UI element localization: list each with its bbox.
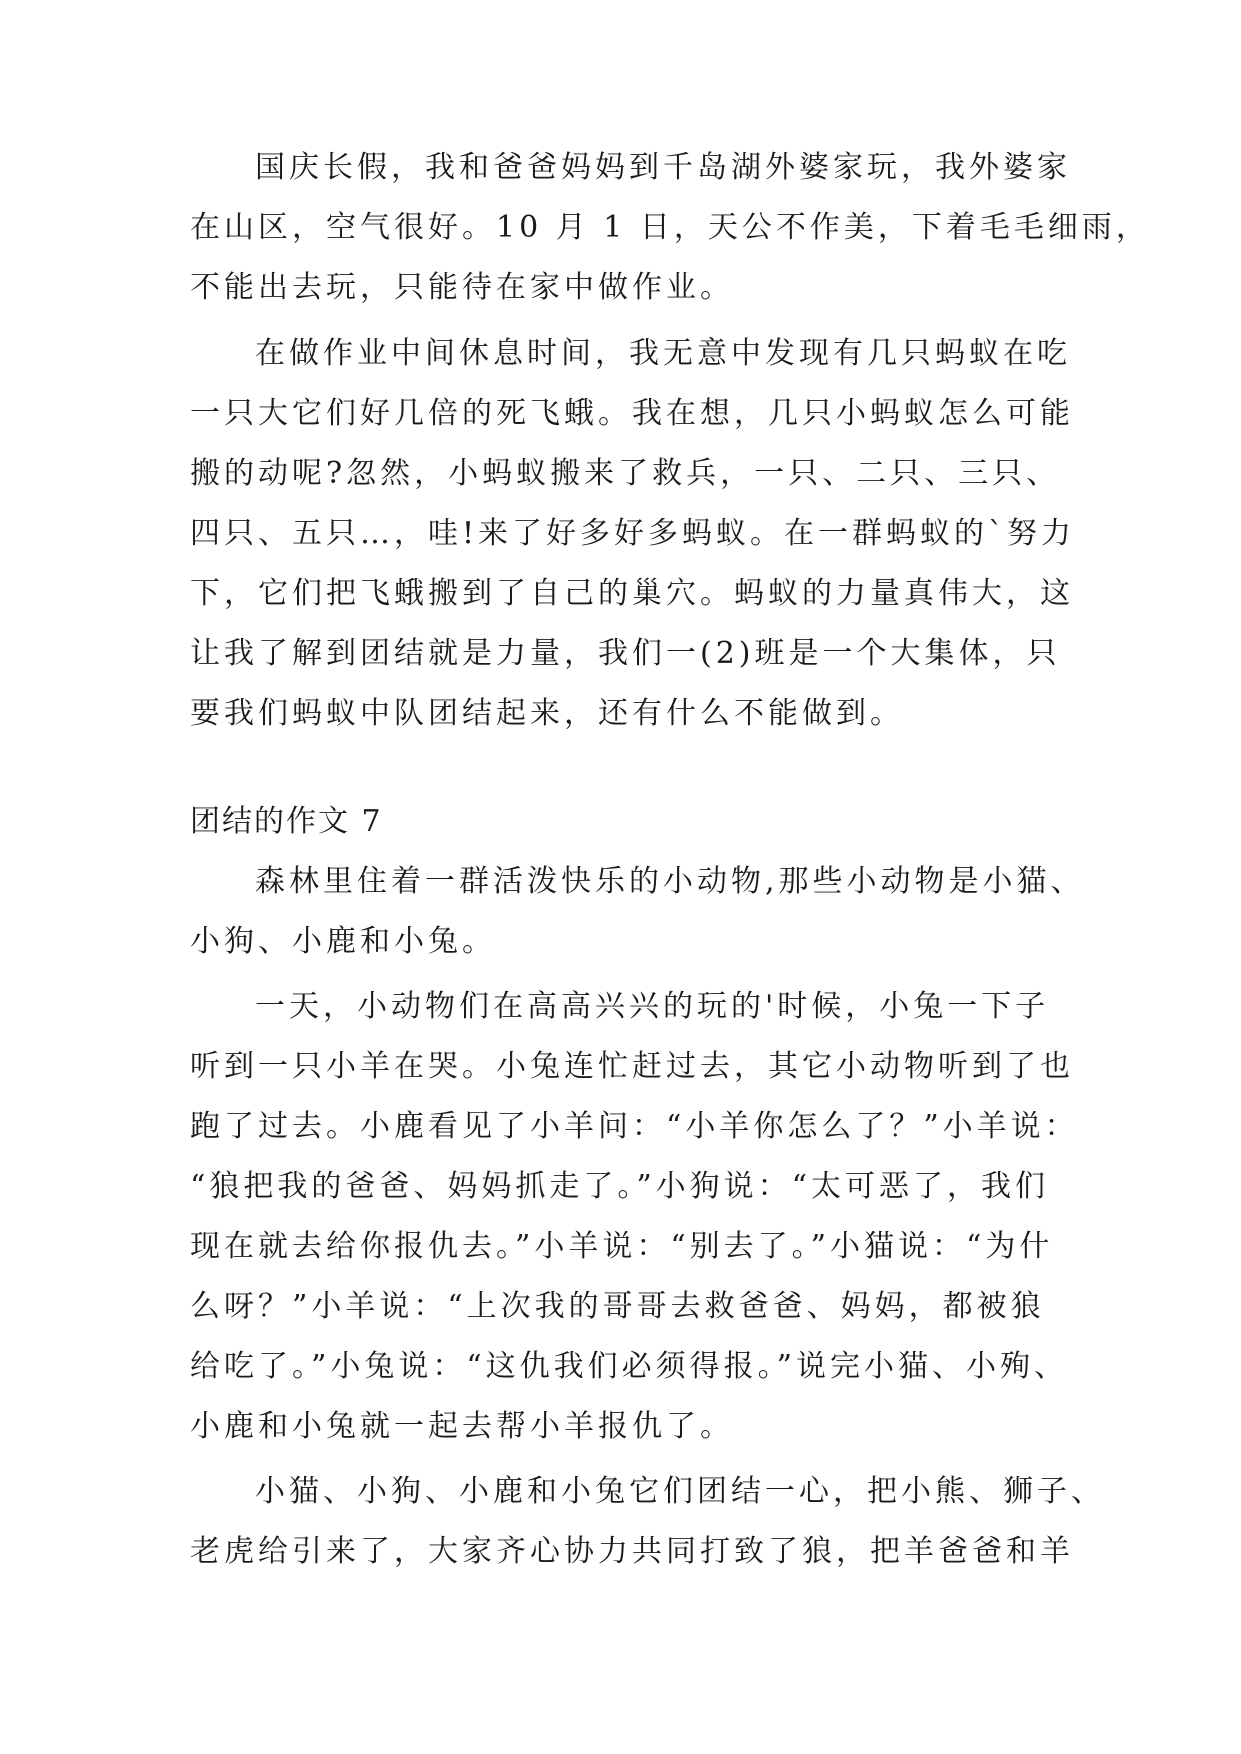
paragraph-1-line-1: 国庆长假，我和爸爸妈妈到千岛湖外婆家玩，我外婆家 [255,150,1071,185]
essay-paragraph-2-line-2: 听到一只小羊在哭。小兔连忙赶过去，其它小动物听到了也 [190,1049,1074,1084]
paragraph-2-line-1: 在做作业中间休息时间，我无意中发现有几只蚂蚁在吃 [255,336,1071,371]
essay-paragraph-2-line-8: 小鹿和小兔就一起去帮小羊报仇了。 [190,1409,734,1444]
essay-paragraph-3-line-1: 小猫、小狗、小鹿和小兔它们团结一心，把小熊、狮子、 [255,1474,1105,1509]
paragraph-1-line-2: 在山区，空气很好。10 月 1 日，天公不作美，下着毛毛细雨， [190,210,1150,245]
paragraph-1-line-3: 不能出去玩，只能待在家中做作业。 [190,270,734,305]
essay-paragraph-2-line-5: 现在就去给你报仇去。”小羊说：“别去了。”小猫说：“为什 [190,1229,1054,1264]
paragraph-2-line-5: 下，它们把飞蛾搬到了自己的巢穴。蚂蚁的力量真伟大，这 [190,576,1074,611]
essay-paragraph-1-line-1: 森林里住着一群活泼快乐的小动物,那些小动物是小猫、 [255,864,1085,899]
essay-paragraph-2-line-4: “狼把我的爸爸、妈妈抓走了。”小狗说：“太可恶了，我们 [190,1169,1050,1204]
paragraph-2-line-4: 四只、五只…，哇!来了好多好多蚂蚁。在一群蚂蚁的`努力 [190,516,1076,551]
paragraph-2-line-7: 要我们蚂蚁中队团结起来，还有什么不能做到。 [190,696,904,731]
essay-paragraph-1-line-2: 小狗、小鹿和小兔。 [190,924,496,959]
paragraph-2-line-2: 一只大它们好几倍的死飞蛾。我在想，几只小蚂蚁怎么可能 [190,396,1074,431]
essay-paragraph-2-line-7: 给吃了。”小兔说：“这仇我们必须得报。”说完小猫、小殉、 [190,1349,1069,1384]
paragraph-2-line-3: 搬的动呢?忽然，小蚂蚁搬来了救兵，一只、二只、三只、 [190,456,1061,491]
paragraph-2-line-6: 让我了解到团结就是力量，我们一(2)班是一个大集体，只 [190,636,1061,671]
essay-paragraph-2-line-6: 么呀？”小羊说：“上次我的哥哥去救爸爸、妈妈，都被狼 [190,1289,1045,1324]
essay-heading: 团结的作文 7 [190,804,383,839]
essay-paragraph-2-line-3: 跑了过去。小鹿看见了小羊问：“小羊你怎么了？”小羊说： [190,1109,1079,1144]
essay-paragraph-2-line-1: 一天，小动物们在高高兴兴的玩的'时候，小兔一下子 [255,989,1050,1024]
essay-paragraph-3-line-2: 老虎给引来了，大家齐心协力共同打致了狼，把羊爸爸和羊 [190,1534,1074,1569]
